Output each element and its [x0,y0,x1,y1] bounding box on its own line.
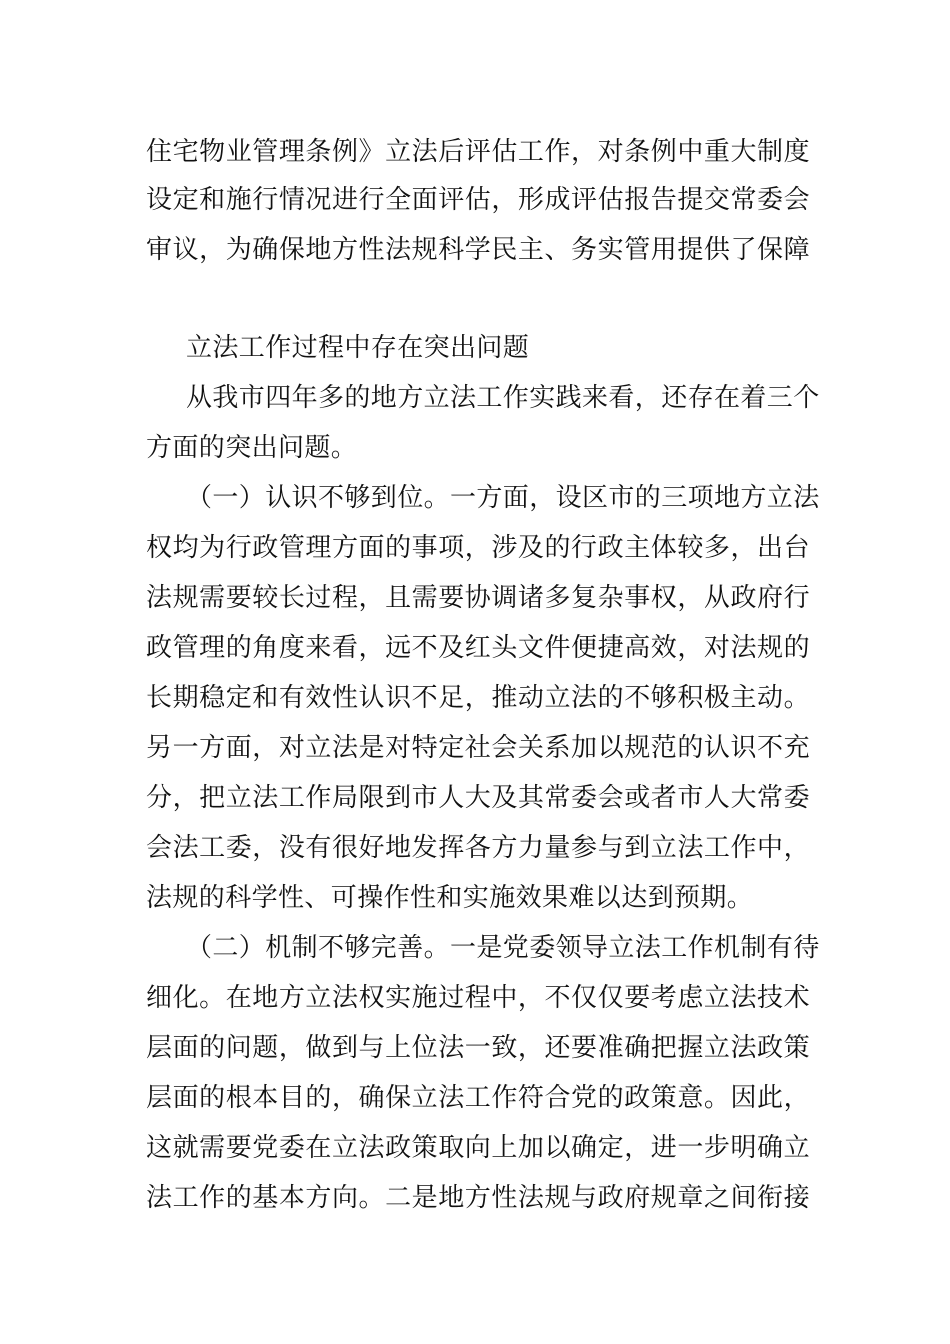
text-line: 长期稳定和有效性认识不足，推动立法的不够积极主动。 [146,683,810,713]
text-line: 另一方面，对立法是对特定社会关系加以规范的认识不充 [146,733,810,763]
text-line: 会法工委，没有很好地发挥各方力量参与到立法工作中， [146,833,810,863]
text-line: 设定和施行情况进行全面评估，形成评估报告提交常委会 [146,185,810,215]
text-line: 政管理的角度来看，远不及红头文件便捷高效，对法规的 [146,633,810,663]
text-line: 法工作的基本方向。二是地方性法规与政府规章之间衔接 [146,1183,810,1213]
text-line: 从我市四年多的地方立法工作实践来看，还存在着三个 [186,383,820,413]
text-line: （二）机制不够完善。一是党委领导立法工作机制有待 [186,933,820,963]
text-line: 这就需要党委在立法政策取向上加以确定，进一步明确立 [146,1133,810,1163]
text-line: 法规需要较长过程，且需要协调诸多复杂事权，从政府行 [146,583,810,613]
text-line: 方面的突出问题。 [146,433,358,463]
text-line: （一）认识不够到位。一方面，设区市的三项地方立法 [186,483,820,513]
text-line: 层面的问题，做到与上位法一致，还要准确把握立法政策 [146,1033,810,1063]
text-line: 法规的科学性、可操作性和实施效果难以达到预期。 [146,883,754,913]
text-line: 细化。在地方立法权实施过程中，不仅仅要考虑立法技术 [146,983,810,1013]
section-heading: 立法工作过程中存在突出问题 [186,333,530,363]
text-line: 权均为行政管理方面的事项，涉及的行政主体较多，出台 [146,533,810,563]
text-line: 层面的根本目的，确保立法工作符合党的政策意。因此， [146,1083,810,1113]
text-line: 住宅物业管理条例》立法后评估工作，对条例中重大制度 [146,137,810,167]
text-line: 审议，为确保地方性法规科学民主、务实管用提供了保障 [146,235,810,265]
text-line: 分，把立法工作局限到市人大及其常委会或者市人大常委 [146,783,810,813]
